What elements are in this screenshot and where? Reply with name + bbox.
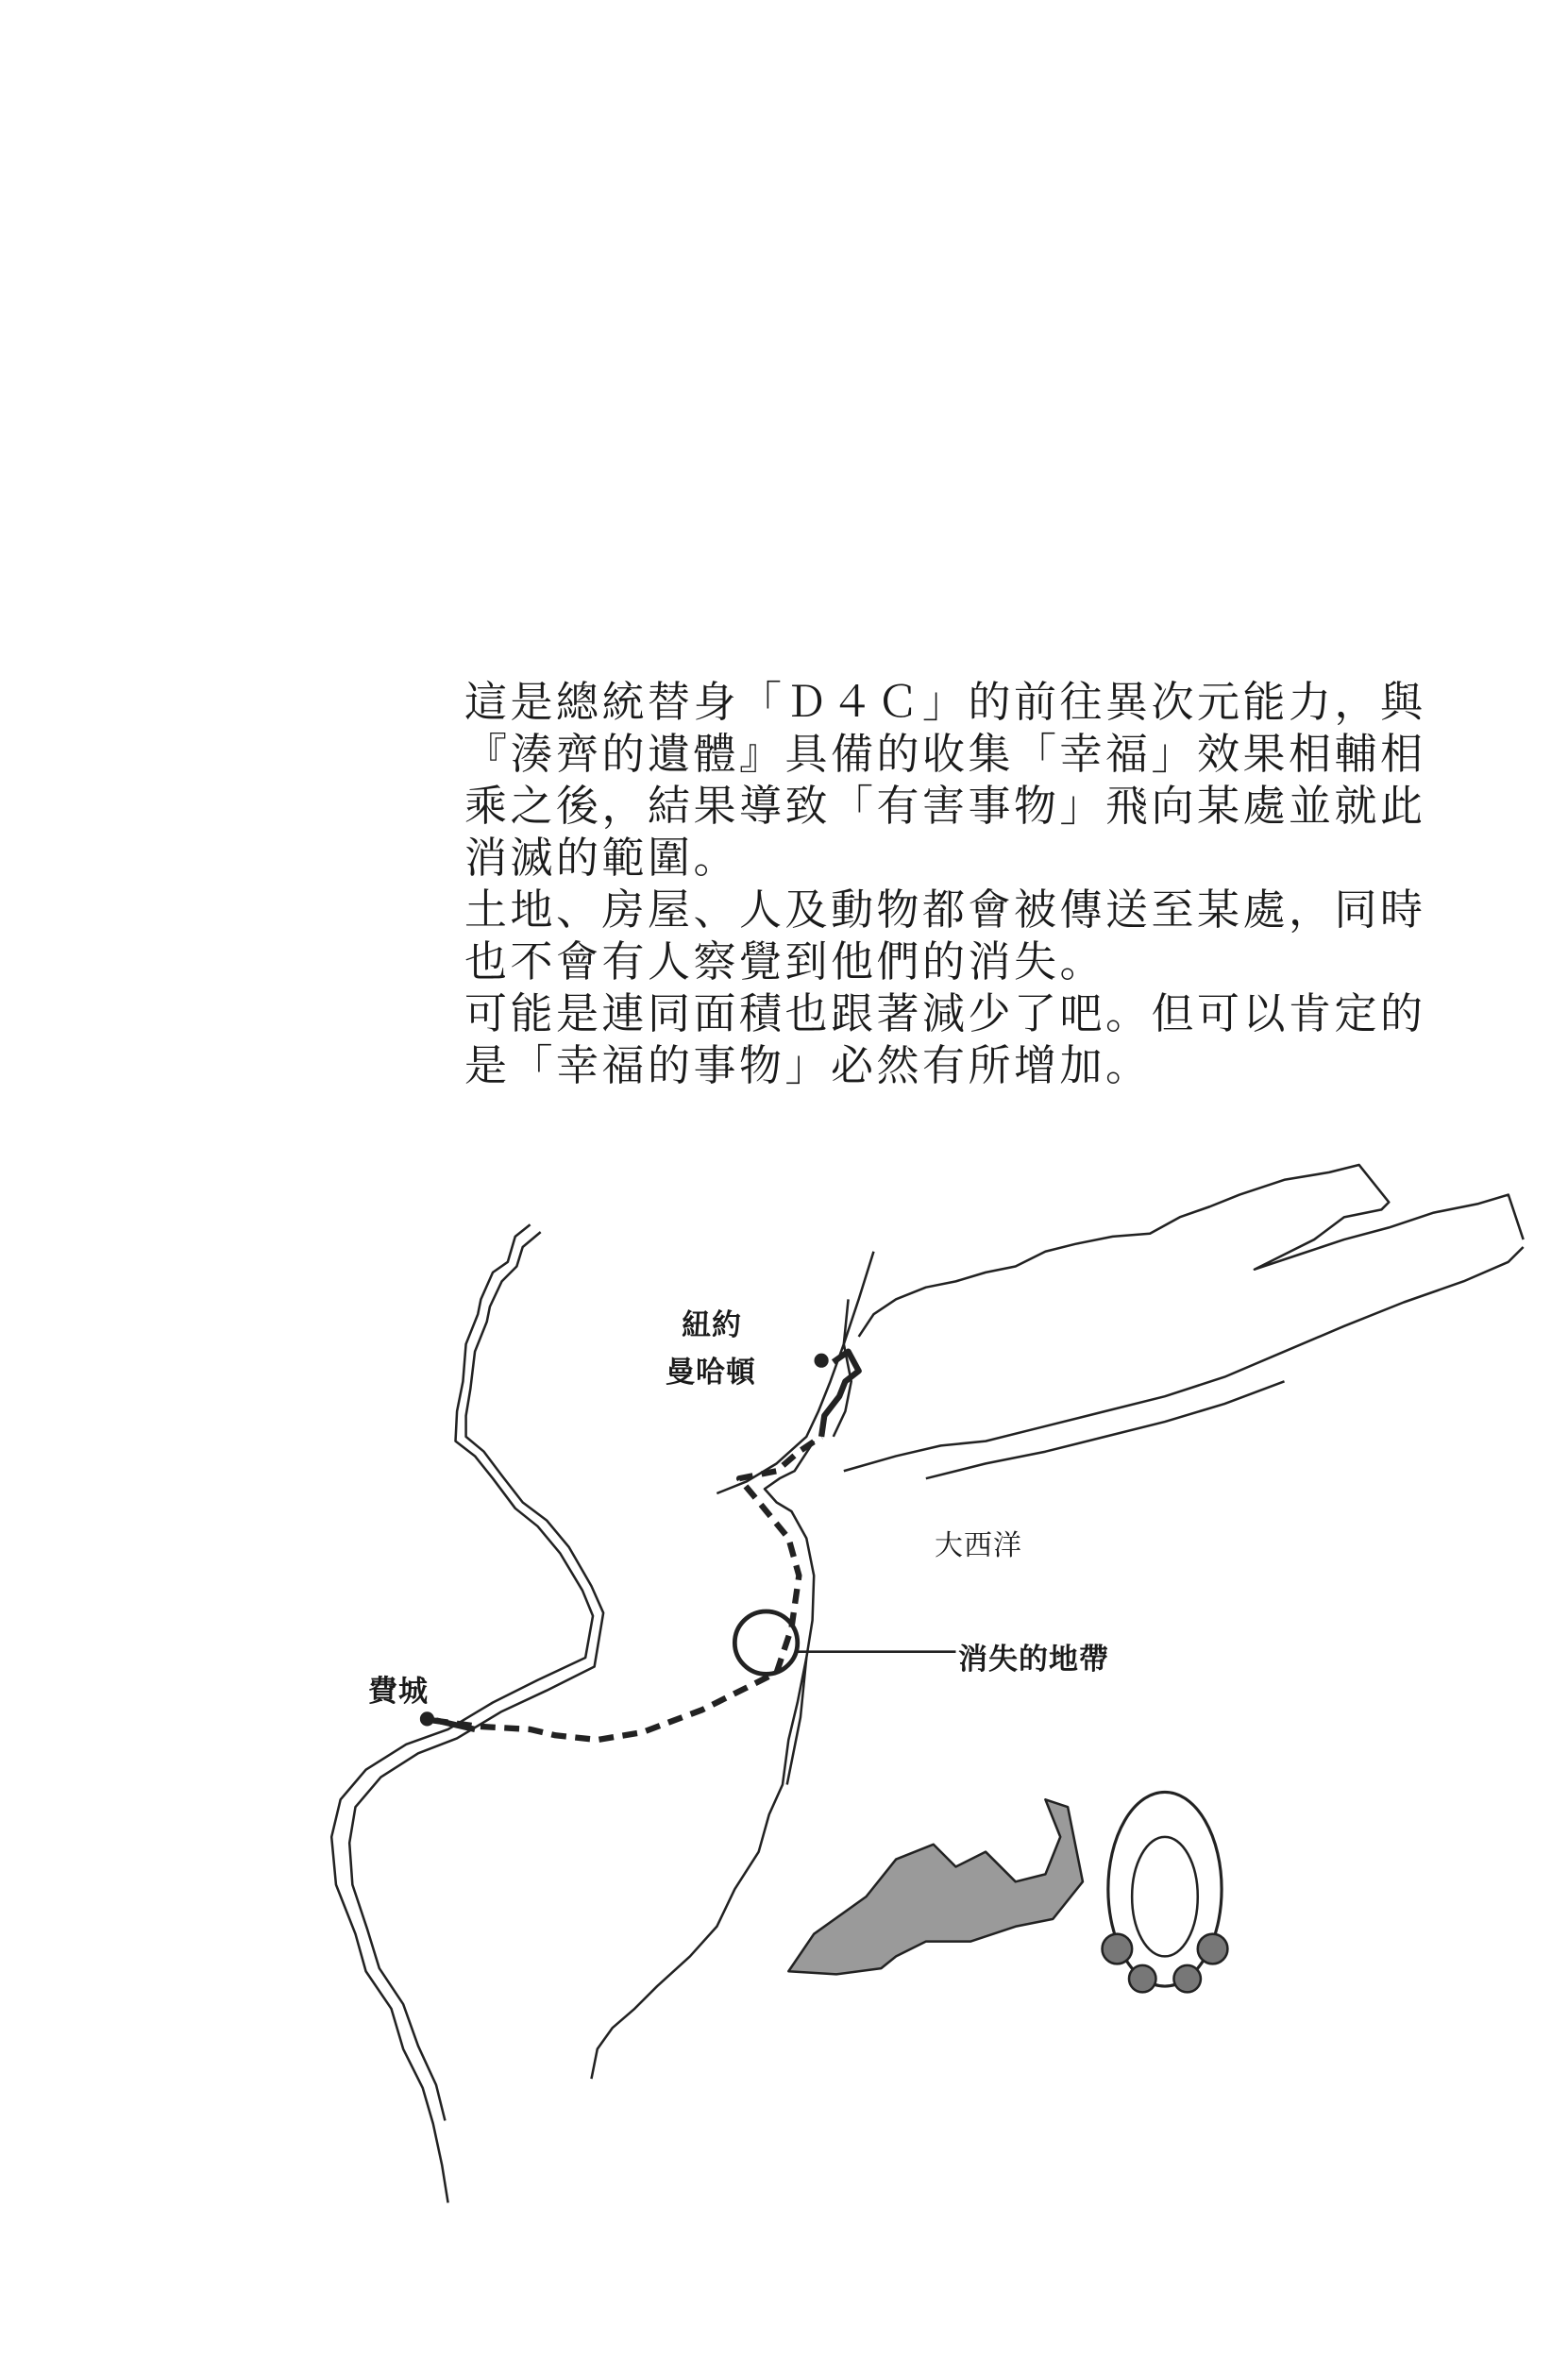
barrier-island — [787, 1658, 807, 1784]
text-line: 也不會有人察覺到他們的消失。 — [464, 936, 1106, 986]
label-vanished-zone: 消失的地帶 — [958, 1643, 1109, 1677]
president-face-illustration — [1103, 1792, 1228, 1992]
long-island-barrier — [926, 1381, 1285, 1478]
label-atlantic: 大西洋 — [935, 1529, 1022, 1562]
text-line: 消滅的範圍。 — [464, 833, 740, 883]
manhattan-dot — [816, 1355, 828, 1367]
label-manhattan: 曼哈頓 — [666, 1356, 756, 1390]
philadelphia-dot — [421, 1713, 433, 1726]
character-lying-illustration — [788, 1799, 1083, 1974]
long-island-north-shore — [859, 1165, 1524, 1337]
label-philadelphia: 費城 — [368, 1675, 429, 1709]
delaware-river-outline — [331, 1224, 593, 2202]
text-line: 乘之後，結果導致「有害事物」飛向某處並就此 — [464, 781, 1426, 831]
text-line: 土地、房屋、人及動物都會被傳送至某處，同時 — [464, 885, 1426, 935]
route-dashed — [433, 1437, 821, 1740]
text-line: 可能是連同面積也跟著減少了吧。但可以肯定的 — [464, 988, 1426, 1038]
text-line: 是「幸福的事物」必然有所增加。 — [464, 1040, 1152, 1090]
nj-coastline — [591, 1441, 814, 2080]
label-new-york: 紐約 — [682, 1308, 742, 1342]
text-line: 『湊齊的遺體』具備的收集「幸福」效果相輔相 — [464, 729, 1426, 779]
long-island-south-shore — [844, 1247, 1524, 1471]
text-line: 這是總統替身「Ｄ４Ｃ」的前往異次元能力，與 — [464, 677, 1426, 727]
